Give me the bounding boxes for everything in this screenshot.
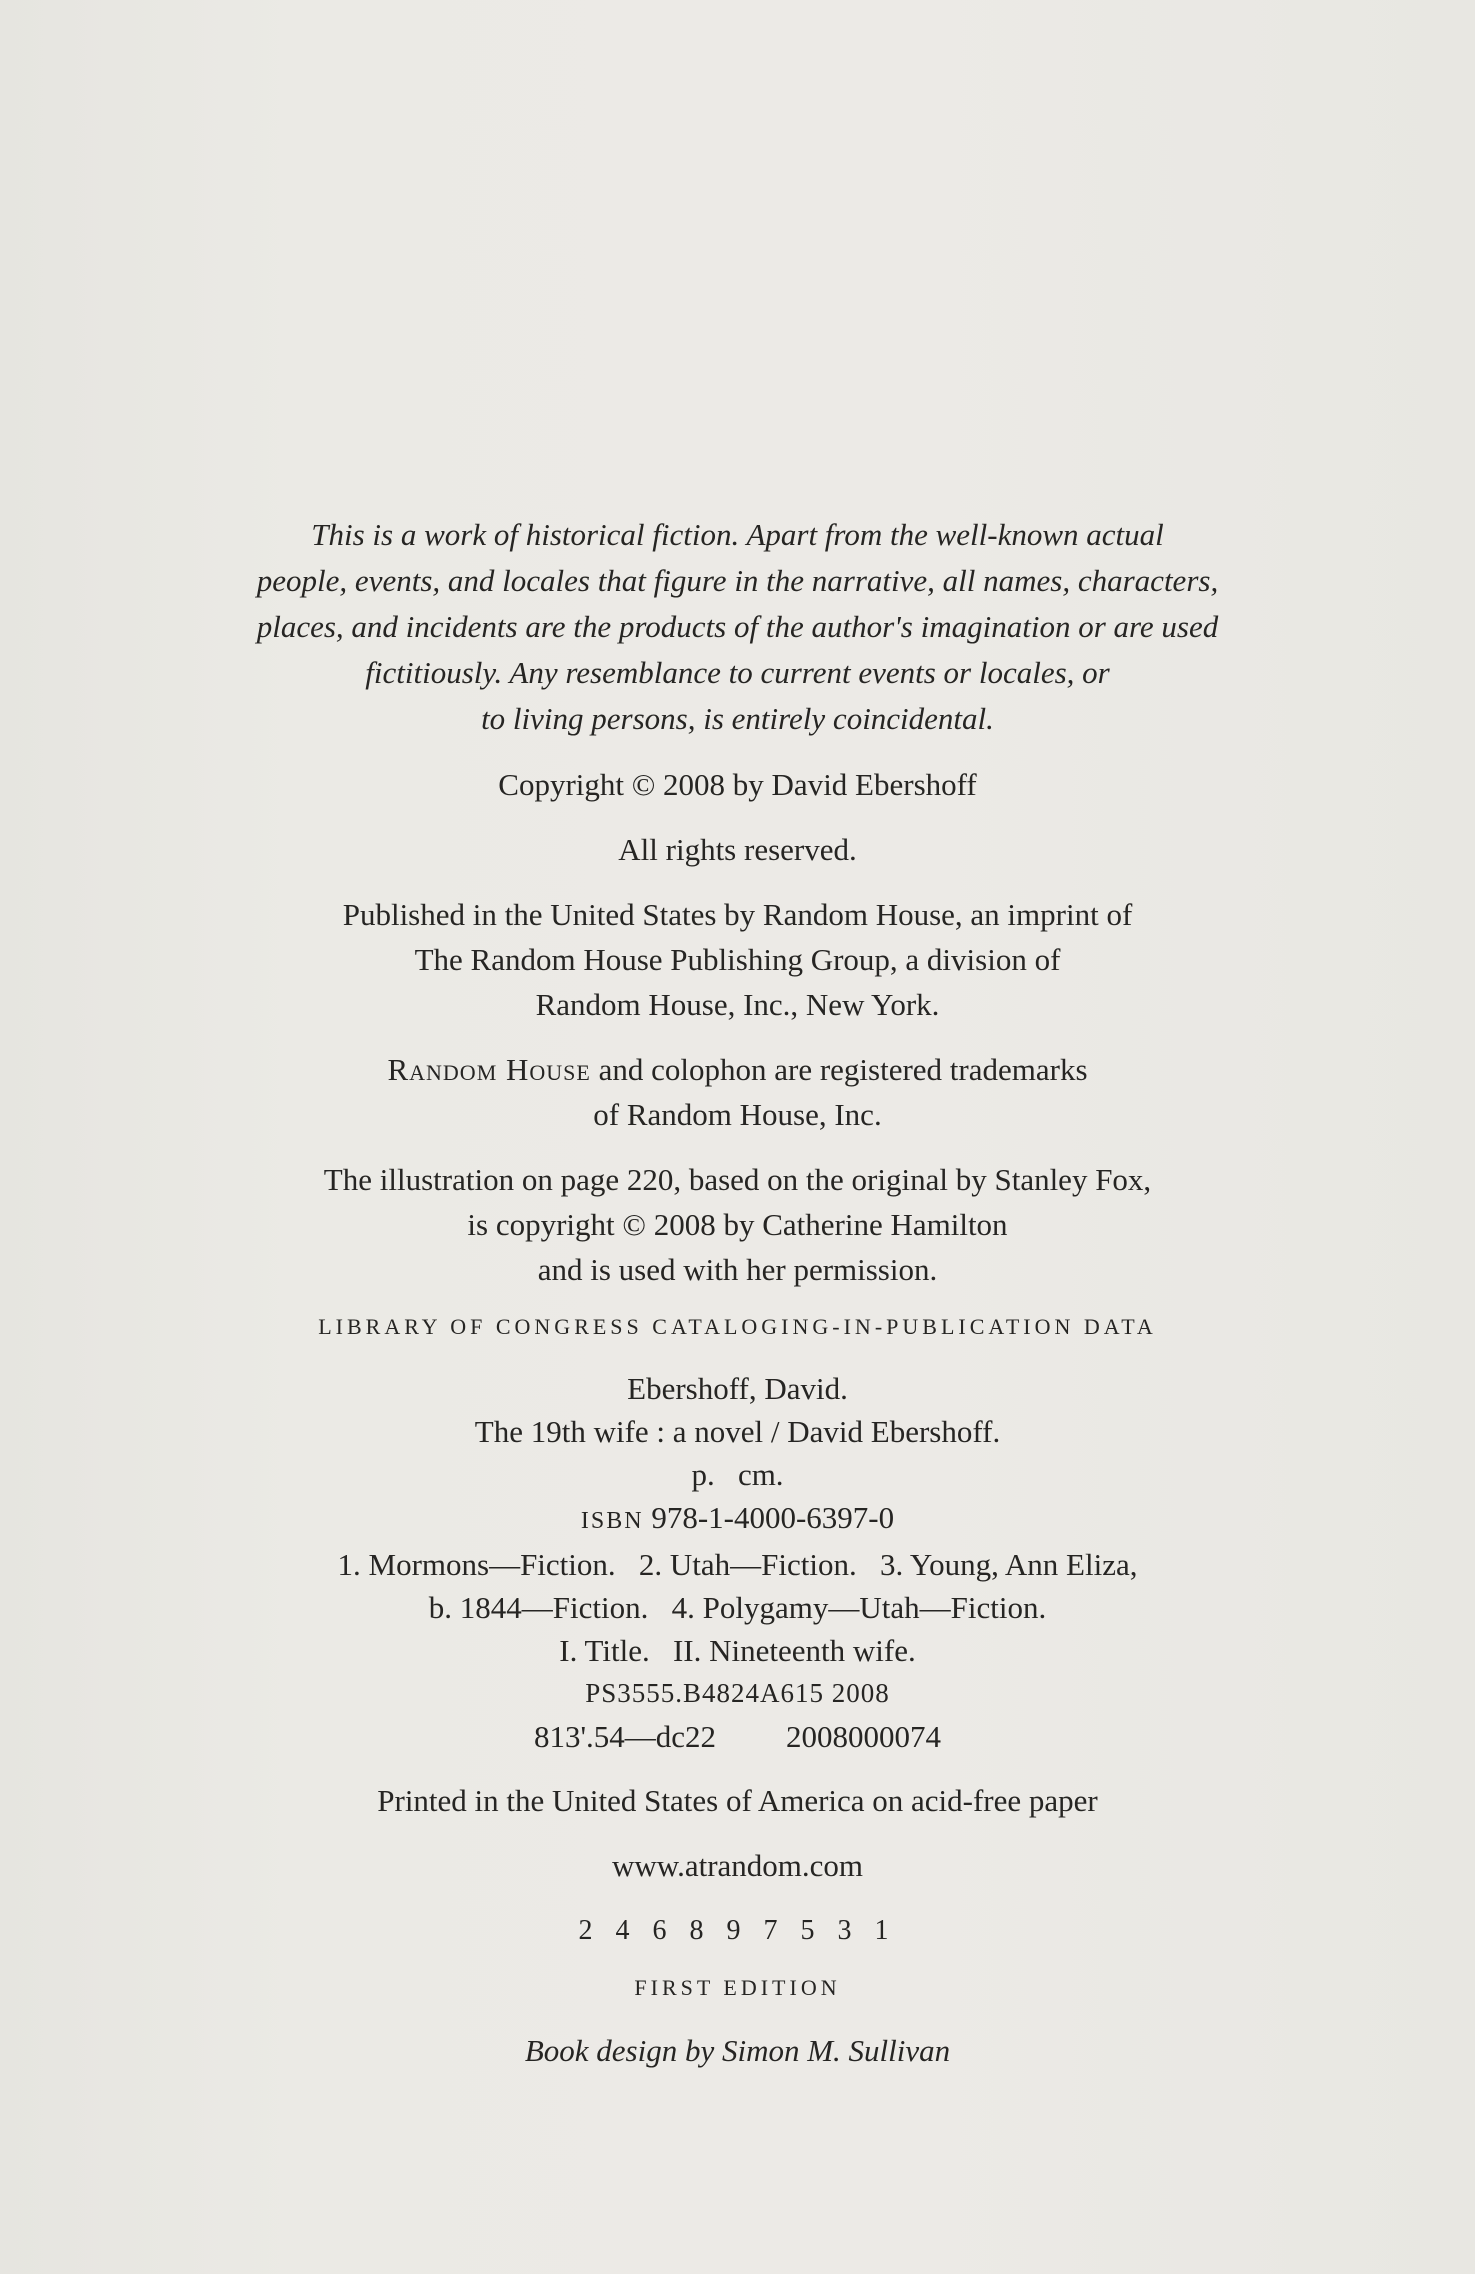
printed-notice (0, 1778, 1475, 1823)
cip-record (0, 1367, 1475, 1758)
trademark-notice (0, 1047, 1475, 1137)
cip-subject-line: b. 1844—Fiction. 4. Polygamy—Utah—Fiction. (428, 1590, 1047, 1625)
publisher-line: Random House, Inc., New York. (535, 987, 940, 1022)
trademark-line-1 (0, 1047, 1475, 1092)
cip-subject-line: 1. Mormons—Fiction. 2. Utah—Fiction. 3. Young, Ann Eliza, (337, 1547, 1138, 1582)
printing-number-line: 2 4 6 8 9 7 5 3 1 (578, 1915, 897, 1946)
rights-notice (0, 827, 1475, 872)
edition: FIRST EDITION (634, 1975, 841, 2000)
rights-line: All rights reserved. (618, 832, 857, 867)
cip-author: Ebershoff, David. (627, 1371, 848, 1406)
disclaimer-line: This is a work of historical fiction. Apart from the well-known actual (311, 517, 1164, 552)
illustration-line: The illustration on page 220, based on the original by Stanley Fox, (323, 1162, 1152, 1197)
publisher-line: Published in the United States by Random House, an imprint of (342, 897, 1133, 932)
website-link: www.atrandom.com (611, 1848, 864, 1883)
trademark-brand: Random House (387, 1052, 591, 1087)
disclaimer-line: people, events, and locales that figure in the narrative, all names, characters, (256, 563, 1219, 598)
cip-dewey: 813'.54—dc22 (533, 1719, 717, 1754)
disclaimer-line: places, and incidents are the products of the author's imagination or are used (256, 609, 1219, 644)
fiction-disclaimer (0, 512, 1475, 742)
design-credit (0, 2028, 1475, 2073)
cip-lc-class: PS3555.B4824A615 2008 (585, 1678, 890, 1708)
illustration-line: and is used with her permission. (537, 1252, 938, 1287)
cip-dewey-lccn (0, 1715, 1475, 1758)
cip-isbn (0, 1496, 1475, 1543)
trademark-line-1-rest: and colophon are registered trademarks (590, 1052, 1088, 1087)
copyright-notice (0, 762, 1475, 807)
printed-line: Printed in the United States of America on acid-free paper (377, 1783, 1098, 1818)
cip-title: The 19th wife : a novel / David Ebershoff. (474, 1414, 1001, 1449)
cip-heading: LIBRARY OF CONGRESS CATALOGING-IN-PUBLICATION DATA (318, 1314, 1157, 1339)
illustration-line: is copyright © 2008 by Catherine Hamilton (467, 1207, 1008, 1242)
disclaimer-line: fictitiously. Any resemblance to current events or locales, or (365, 655, 1110, 690)
website (0, 1843, 1475, 1888)
cip-pages: p. cm. (691, 1457, 784, 1492)
copyright-content (0, 512, 1475, 2093)
copyright-line: Copyright © 2008 by David Ebershoff (498, 767, 977, 802)
print-line (0, 1908, 1475, 1953)
cip-lccn: 2008000074 (786, 1719, 942, 1754)
design-credit-line: Book design by Simon M. Sullivan (524, 2033, 951, 2068)
illustration-credit (0, 1157, 1475, 1292)
publisher-line: The Random House Publishing Group, a division of (414, 942, 1061, 977)
trademark-line-2: of Random House, Inc. (593, 1097, 882, 1132)
disclaimer-line: to living persons, is entirely coincidental. (481, 701, 994, 736)
isbn-label: ISBN (580, 1508, 644, 1534)
cip-subject-line: I. Title. II. Nineteenth wife. (559, 1633, 916, 1668)
publisher-info (0, 892, 1475, 1027)
isbn-value: 978-1-4000-6397-0 (651, 1500, 895, 1535)
